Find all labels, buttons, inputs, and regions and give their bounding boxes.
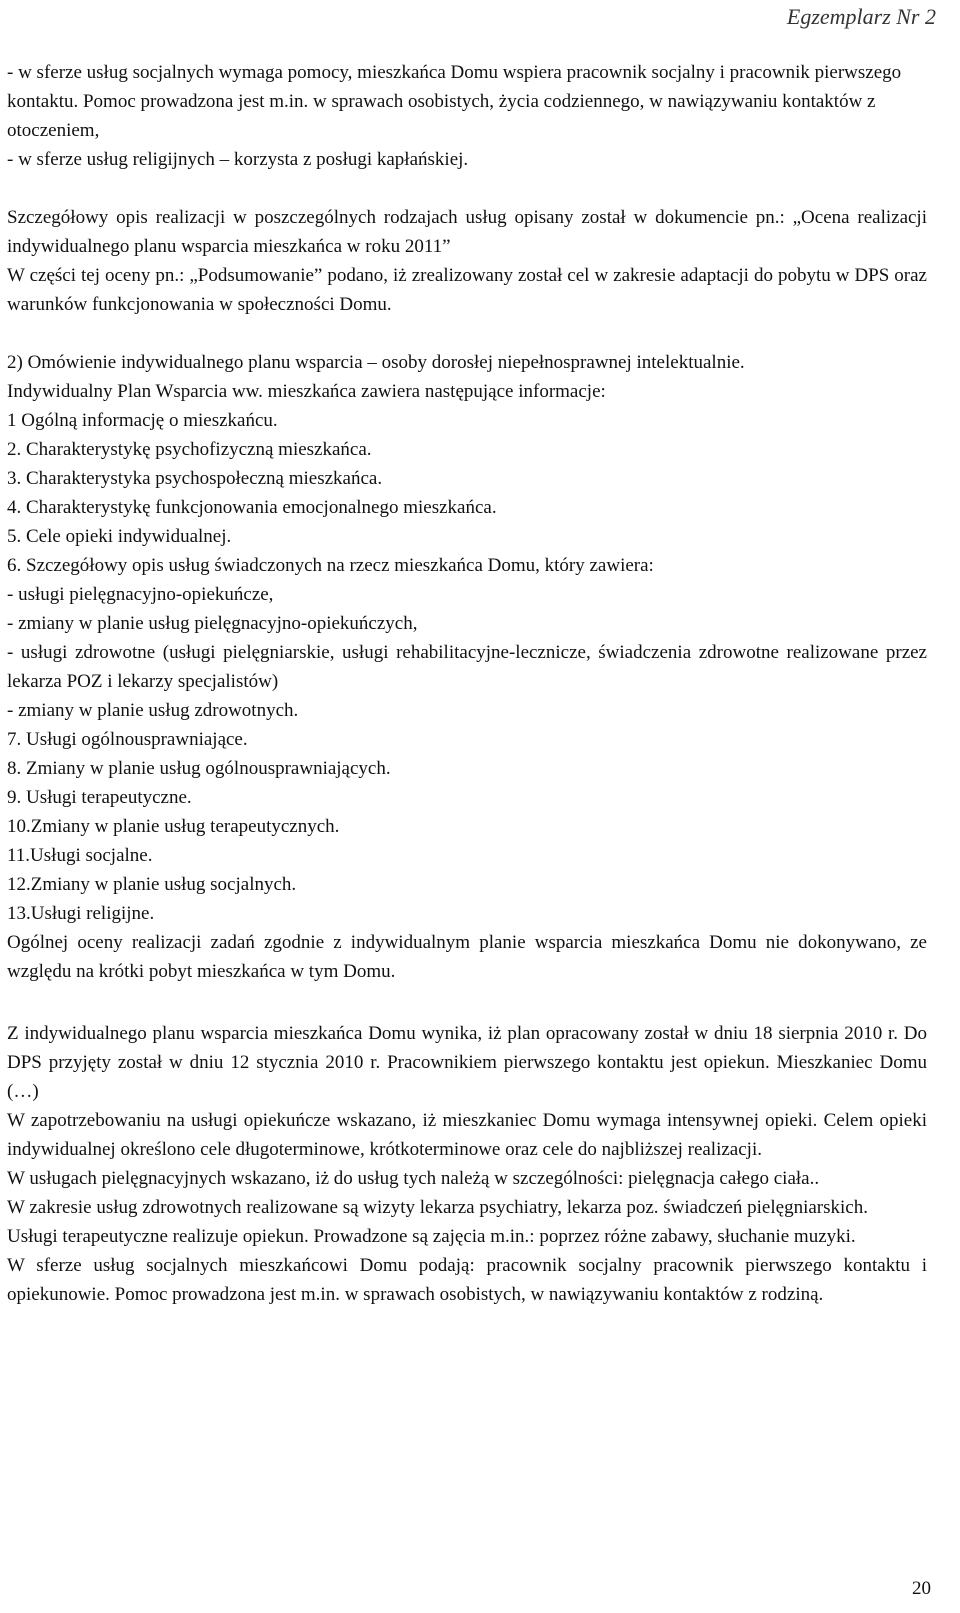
sub-list-item: - zmiany w planie usług pielęgnacyjno-opiekuńczych,	[7, 613, 418, 634]
paragraph-overall-assessment: Ogólnej oceny realizacji zadań zgodnie z indywidualnym planie wsparcia mieszkańca Domu nie dokonywano, ze względu na krótki pobyt mieszkańca w tym Domu.	[7, 932, 927, 982]
paragraph-therapy-services: Usługi terapeutyczne realizuje opiekun. Prowadzone są zajęcia m.in.: poprzez różne zabawy, słuchanie muzyki.	[7, 1226, 856, 1247]
list-item: 13.Usługi religijne.	[7, 903, 155, 924]
paragraph-plan-dates: Z indywidualnego planu wsparcia mieszkańca Domu wynika, iż plan opracowany został w dniu 18 sierpnia 2010 r. Do DPS przyjęty został w dniu 12 stycznia 2010 r. Pracownikiem pierwszego kontaktu jest opiekun. Mieszkaniec Domu (…)	[7, 1023, 927, 1102]
list-item: 4. Charakterystykę funkcjonowania emocjonalnego mieszkańca.	[7, 497, 497, 518]
document-copy-label: Egzemplarz Nr 2	[786, 4, 936, 29]
list-item: 7. Usługi ogólnousprawniające.	[7, 729, 248, 750]
paragraph-religious-services: - w sferze usług religijnych – korzysta z posługi kapłańskiej.	[7, 149, 469, 170]
sub-list-item: - usługi pielęgnacyjno-opiekuńcze,	[7, 584, 274, 605]
paragraph-nursing-services: W usługach pielęgnacyjnych wskazano, iż do usług tych należą w szczególności: pielęgnacja całego ciała..	[7, 1168, 820, 1189]
spacer	[7, 174, 927, 203]
spacer	[7, 319, 927, 348]
list-item: 12.Zmiany w planie usług socjalnych.	[7, 874, 297, 895]
list-item: 3. Charakterystyka psychospołeczną mieszkańca.	[7, 468, 383, 489]
sub-list-item: - usługi zdrowotne (usługi pielęgniarskie, usługi rehabilitacyjne-lecznicze, świadczenia zdrowotne realizowane przez lekarza POZ i lekarzy specjalistów)	[7, 642, 927, 692]
paragraph-plan-contents-intro: Indywidualny Plan Wsparcia ww. mieszkańca zawiera następujące informacje:	[7, 381, 606, 402]
section-heading-support-plan: 2) Omówienie indywidualnego planu wsparcia – osoby dorosłej niepełnosprawnej intelektualnie.	[7, 352, 745, 373]
paragraph-social-services: - w sferze usług socjalnych wymaga pomocy, mieszkańca Domu wspiera pracownik socjalny i pracownik pierwszego kontaktu. Pomoc prowadzona jest m.in. w sprawach osobistych, życia codziennego, w nawiązywaniu kontaktów z otoczeniem,	[7, 62, 902, 141]
paragraph-social-support: W sferze usług socjalnych mieszkańcowi Domu podają: pracownik socjalny pracownik pierwszego kontaktu i opiekunowie. Pomoc prowadzona jest m.in. w sprawach osobistych, w nawiązywaniu kontaktów z rodziną.	[7, 1255, 927, 1305]
document-body	[7, 58, 927, 1309]
paragraph-care-needs: W zapotrzebowaniu na usługi opiekuńcze wskazano, iż mieszkaniec Domu wymaga intensywnej opieki. Celem opieki indywidualnej określono cele długoterminowe, krótkoterminowe oraz cele do najbliższej realizacji.	[7, 1110, 927, 1160]
paragraph-detailed-description: Szczegółowy opis realizacji w poszczególnych rodzajach usług opisany został w dokumencie pn.: „Ocena realizacji indywidualnego planu wsparcia mieszkańca w roku 2011”	[7, 207, 927, 257]
list-item: 1 Ogólną informację o mieszkańcu.	[7, 410, 278, 431]
sub-list-item: - zmiany w planie usług zdrowotnych.	[7, 700, 299, 721]
list-item: 8. Zmiany w planie usług ogólnousprawniających.	[7, 758, 391, 779]
paragraph-summary-assessment: W części tej oceny pn.: „Podsumowanie” podano, iż zrealizowany został cel w zakresie adaptacji do pobytu w DPS oraz warunków funkcjonowania w społeczności Domu.	[7, 265, 927, 315]
list-item: 2. Charakterystykę psychofizyczną mieszkańca.	[7, 439, 372, 460]
list-item: 6. Szczegółowy opis usług świadczonych na rzecz mieszkańca Domu, który zawiera:	[7, 555, 654, 576]
paragraph-health-services: W zakresie usług zdrowotnych realizowane są wizyty lekarza psychiatry, lekarza poz. świadczeń pielęgniarskich.	[7, 1197, 868, 1218]
list-item: 11.Usługi socjalne.	[7, 845, 153, 866]
spacer	[7, 986, 927, 1019]
list-item: 10.Zmiany w planie usług terapeutycznych.	[7, 816, 340, 837]
page-number: 20	[912, 1578, 931, 1599]
list-item: 9. Usługi terapeutyczne.	[7, 787, 192, 808]
list-item: 5. Cele opieki indywidualnej.	[7, 526, 232, 547]
